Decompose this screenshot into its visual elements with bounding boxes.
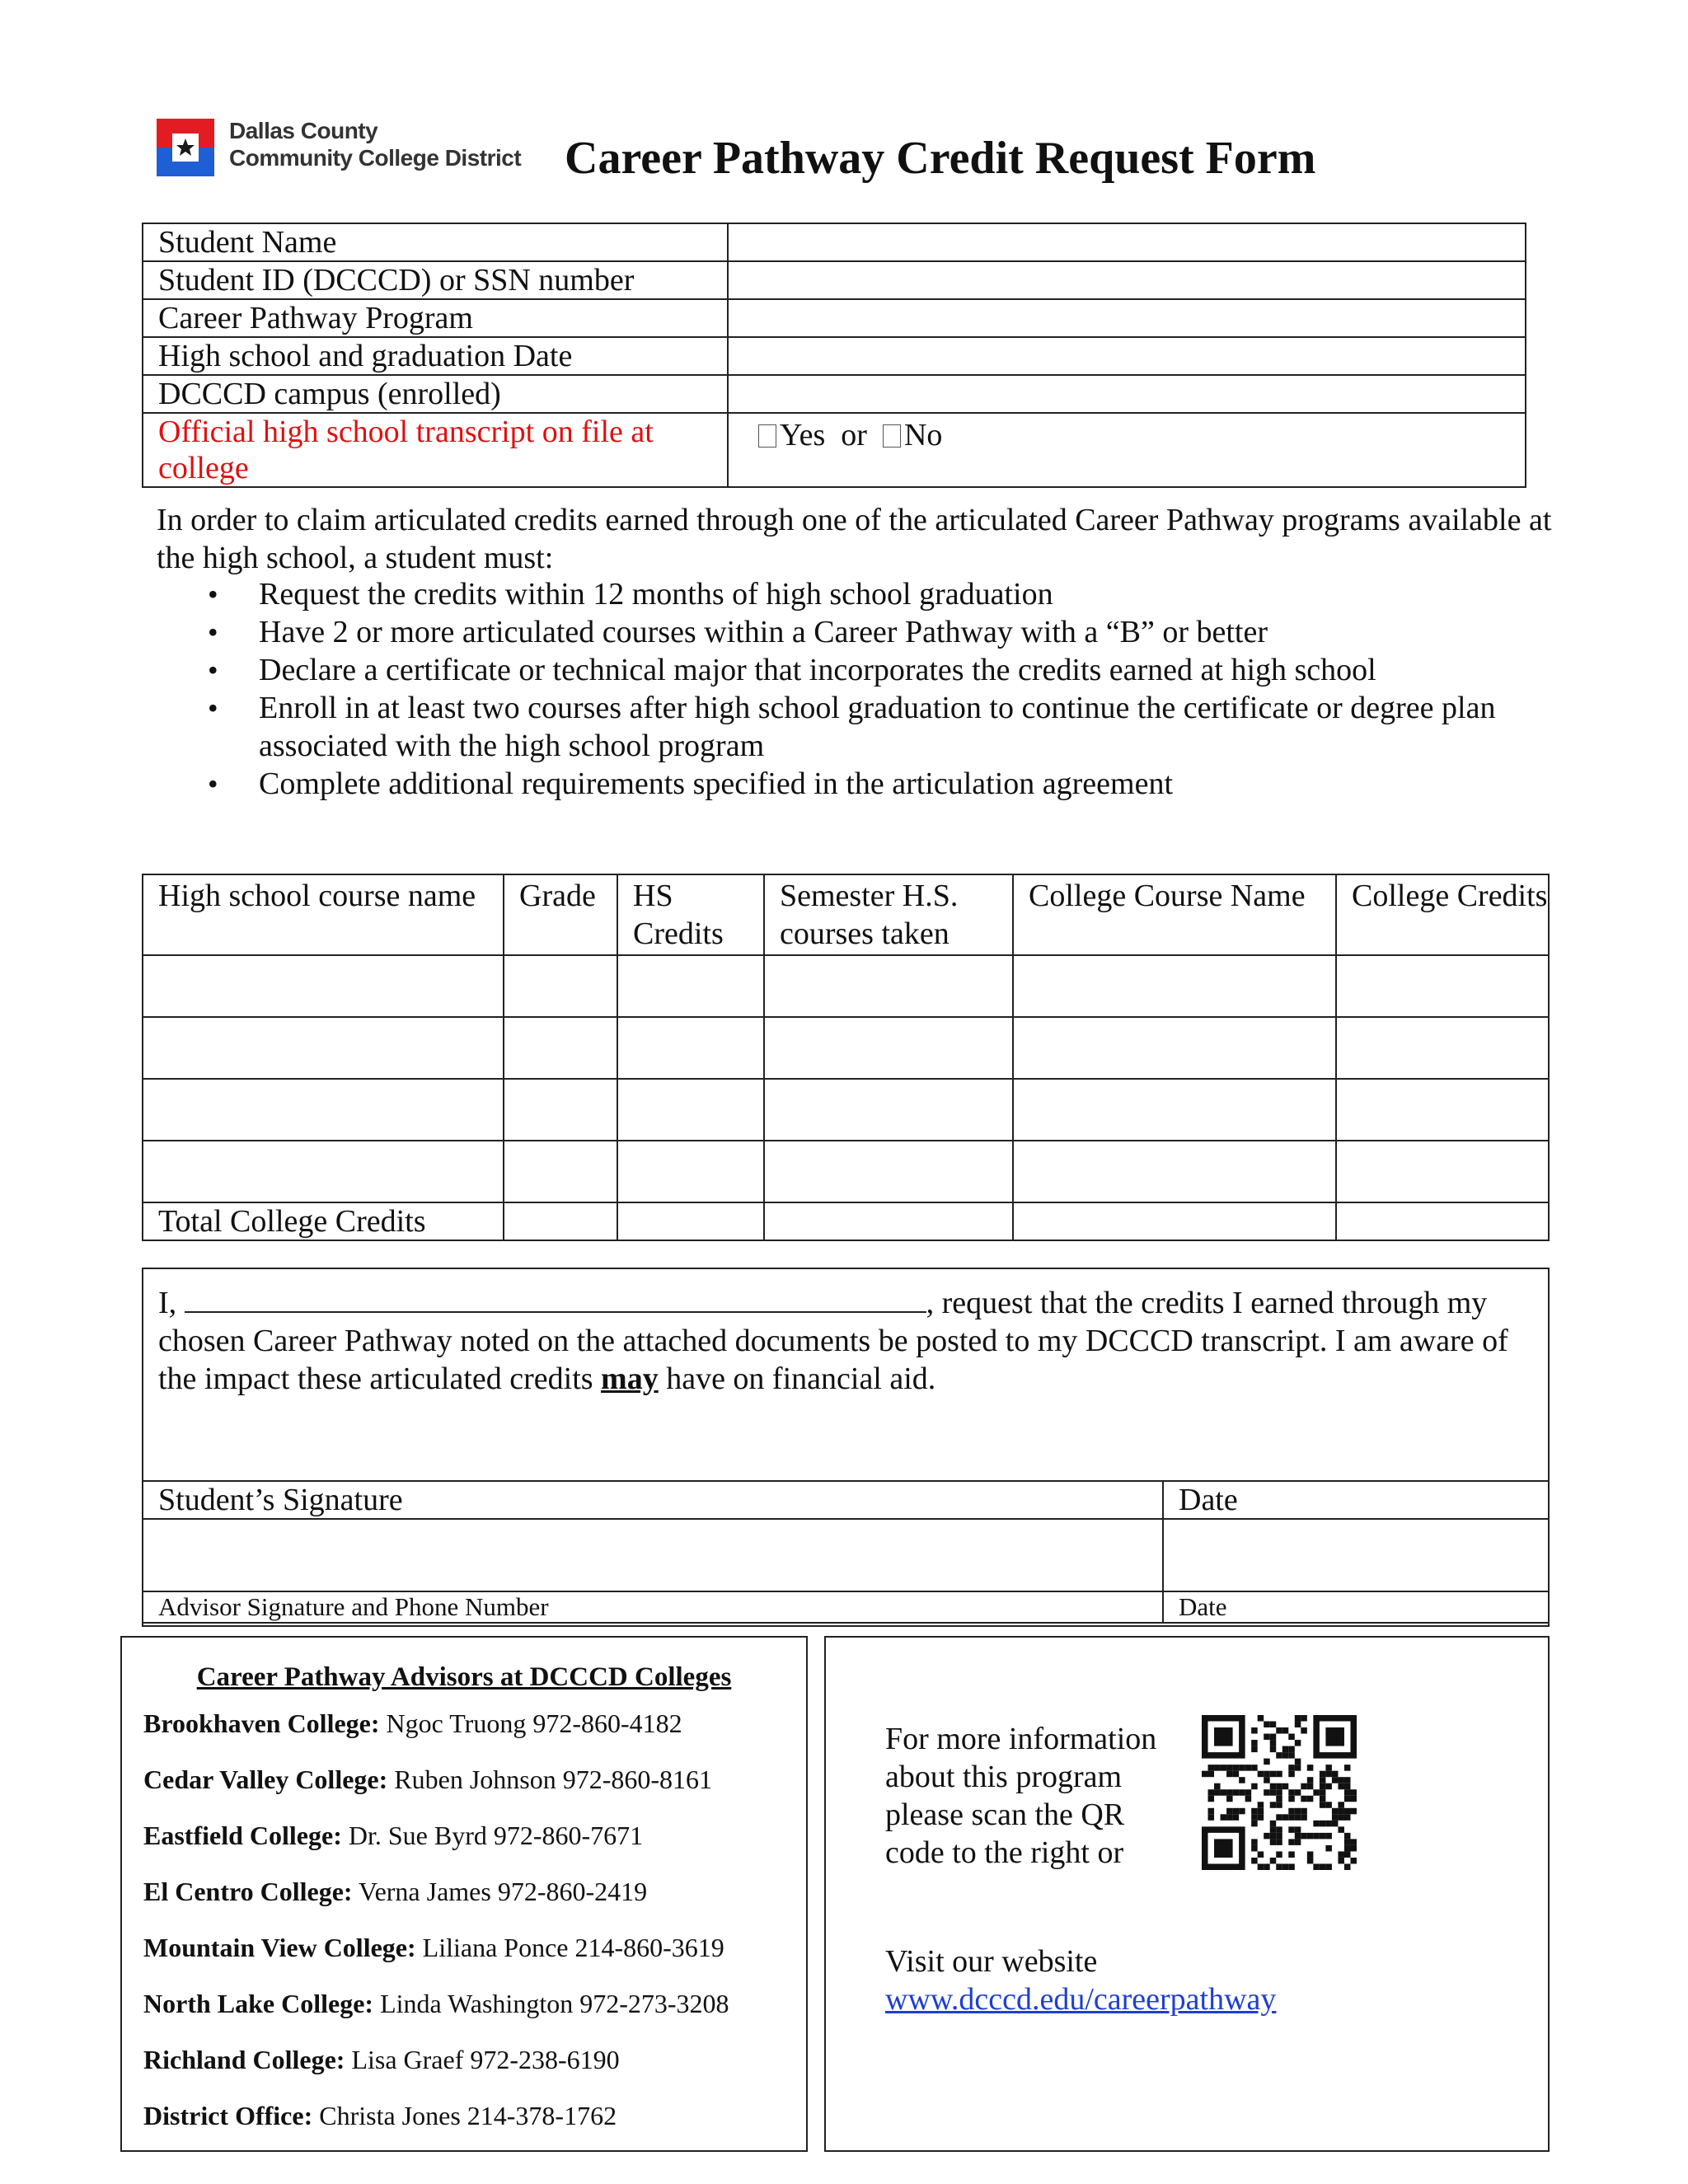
table-row: [143, 299, 1526, 337]
declaration-box: [142, 1268, 1550, 1627]
advisor-signature-label: Advisor Signature and Phone Number: [143, 1591, 1163, 1623]
table-cell[interactable]: [617, 1141, 764, 1202]
table-cell[interactable]: [1013, 1202, 1336, 1240]
transcript-choice: [728, 413, 1526, 487]
declaration-text: [158, 1284, 1535, 1398]
table-row: [143, 337, 1526, 375]
college-name: District Office:: [143, 2101, 313, 2130]
table-row: [143, 223, 1526, 261]
visit-label: Visit our website: [885, 1944, 1098, 1979]
table-cell[interactable]: [764, 1141, 1013, 1202]
table-row: [143, 1519, 1549, 1591]
page-title: Career Pathway Credit Request Form: [565, 133, 1316, 184]
career-pathway-field[interactable]: [728, 299, 1526, 337]
advisors-list: [143, 1707, 729, 2155]
signature-table: [142, 1480, 1550, 1624]
table-cell[interactable]: [617, 955, 764, 1017]
table-row: [143, 1017, 1549, 1079]
college-name: North Lake College:: [143, 1989, 374, 2018]
table-cell[interactable]: [617, 1017, 764, 1079]
student-date-field[interactable]: [1163, 1519, 1549, 1591]
advisor-contact: Verna James 972-860-2419: [359, 1877, 648, 1906]
high-school-field[interactable]: [728, 337, 1526, 375]
table-cell[interactable]: [1336, 1079, 1549, 1141]
declaration-body: , request that the credits I earned through my chosen Career Pathway noted on the attached documents be posted to my DCCCD transcript. I am aware of the impact these articulated credits: [158, 1286, 1508, 1396]
yes-checkbox[interactable]: [758, 424, 776, 448]
table-row: [143, 413, 1526, 487]
campus-label: DCCCD campus (enrolled): [143, 375, 728, 413]
advisor-contact: Ruben Johnson 972-860-8161: [394, 1765, 713, 1794]
table-row: [143, 1481, 1549, 1519]
advisor-contact: Lisa Graef 972-238-6190: [351, 2045, 620, 2074]
list-item: • Declare a certificate or technical major that incorporates the credits earned at high school: [206, 651, 1566, 689]
total-college-credits-field[interactable]: [1336, 1202, 1549, 1240]
table-cell[interactable]: [504, 1079, 617, 1141]
advisor-contact: Christa Jones 214-378-1762: [319, 2101, 617, 2130]
total-row: [143, 1202, 1549, 1240]
campus-field[interactable]: [728, 375, 1526, 413]
org-name-line1: Dallas County: [229, 118, 378, 143]
advisors-box: [120, 1636, 808, 2152]
table-cell[interactable]: [504, 1202, 617, 1240]
table-cell[interactable]: [143, 1141, 504, 1202]
student-name-label: Student Name: [143, 223, 728, 261]
advisor-contact: Dr. Sue Byrd 972-860-7671: [348, 1821, 644, 1850]
table-row: [143, 955, 1549, 1017]
yes-label: Yes: [780, 418, 826, 452]
list-item: [143, 1763, 729, 1819]
college-name: Richland College:: [143, 2045, 345, 2074]
career-pathway-label: Career Pathway Program: [143, 299, 728, 337]
table-header-row: [143, 874, 1549, 955]
list-item: [143, 2043, 729, 2099]
table-cell[interactable]: [143, 955, 504, 1017]
table-cell[interactable]: [504, 1017, 617, 1079]
transcript-label: Official high school transcript on file at college: [143, 413, 728, 487]
list-item: • Complete additional requirements specified in the articulation agreement: [206, 765, 1566, 803]
table-cell[interactable]: [617, 1202, 764, 1240]
college-name: El Centro College:: [143, 1877, 353, 1906]
student-signature-field[interactable]: [143, 1519, 1163, 1591]
table-cell[interactable]: [1013, 1079, 1336, 1141]
table-cell[interactable]: [764, 1017, 1013, 1079]
table-cell[interactable]: [617, 1079, 764, 1141]
requirements-intro: In order to claim articulated credits earned through one of the articulated Career Pathway programs available at the high school, a student must:: [157, 503, 1552, 575]
date-label: Date: [1163, 1481, 1549, 1519]
list-item: [143, 2099, 729, 2155]
list-item: • Enroll in at least two courses after high school graduation to continue the certificate or degree plan associated with the high school program: [206, 689, 1566, 765]
college-name: Brookhaven College:: [143, 1708, 380, 1738]
course-table: [142, 874, 1550, 1241]
college-name: Eastfield College:: [143, 1821, 342, 1850]
list-item: [143, 1875, 729, 1931]
declaration-prefix: I,: [158, 1286, 177, 1320]
table-cell[interactable]: [1336, 1141, 1549, 1202]
table-cell[interactable]: [504, 955, 617, 1017]
no-checkbox[interactable]: [883, 424, 901, 448]
table-row: [143, 1141, 1549, 1202]
table-cell[interactable]: [764, 1202, 1013, 1240]
college-name: Mountain View College:: [143, 1933, 416, 1962]
advisor-date-label: Date: [1163, 1591, 1549, 1623]
website-link[interactable]: www.dcccd.edu/careerpathway: [885, 1982, 1277, 2017]
visit-website: [885, 1943, 1276, 2018]
table-cell[interactable]: [143, 1079, 504, 1141]
list-item: • Request the credits within 12 months of high school graduation: [206, 575, 1566, 613]
col-semester: Semester H.S. courses taken: [764, 874, 1013, 955]
col-college-course: College Course Name: [1013, 874, 1336, 955]
more-info-text: For more information about this program please scan the QR code to the right or: [885, 1722, 1157, 1870]
table-cell[interactable]: [143, 1017, 504, 1079]
high-school-label: High school and graduation Date: [143, 337, 728, 375]
advisor-contact: Linda Washington 972-273-3208: [380, 1989, 729, 2018]
no-label: No: [903, 418, 943, 452]
declaration-emphasis: may: [601, 1361, 659, 1396]
table-row: [143, 1079, 1549, 1141]
table-cell[interactable]: [504, 1141, 617, 1202]
org-name-line2: Community College District: [229, 145, 522, 171]
student-info-table: [142, 223, 1526, 488]
table-cell[interactable]: [764, 1079, 1013, 1141]
or-label: or: [841, 418, 867, 452]
student-name-field[interactable]: [728, 223, 1526, 261]
table-row: [143, 261, 1526, 299]
qr-code-icon[interactable]: [1202, 1715, 1357, 1870]
col-grade: Grade: [504, 874, 617, 955]
advisor-contact: Liliana Ponce 214-860-3619: [422, 1933, 724, 1962]
college-name: Cedar Valley College:: [143, 1765, 388, 1794]
declaration-end: have on financial aid.: [666, 1361, 936, 1396]
advisors-title: Career Pathway Advisors at DCCCD Colleges: [196, 1662, 732, 1692]
star-flag-logo-icon: [157, 119, 214, 176]
list-item: [143, 1819, 729, 1875]
table-cell[interactable]: [1013, 955, 1336, 1017]
list-item: • Have 2 or more articulated courses within a Career Pathway with a “B” or better: [206, 613, 1566, 651]
student-id-label: Student ID (DCCCD) or SSN number: [143, 261, 728, 299]
total-college-credits-label: Total College Credits: [143, 1202, 504, 1240]
table-cell[interactable]: [1336, 1017, 1549, 1079]
table-row: [143, 1591, 1549, 1623]
student-signature-label: Student’s Signature: [143, 1481, 1163, 1519]
table-cell[interactable]: [764, 955, 1013, 1017]
table-cell[interactable]: [1013, 1141, 1336, 1202]
list-item: [143, 1987, 729, 2043]
col-hs-course-name: High school course name: [143, 874, 504, 955]
more-info-box: [824, 1636, 1550, 2152]
table-cell[interactable]: [1336, 955, 1549, 1017]
student-name-blank[interactable]: [185, 1286, 926, 1313]
district-logo: [157, 115, 544, 181]
list-item: [143, 1931, 729, 1987]
requirements-list: [206, 575, 1566, 803]
advisor-contact: Ngoc Truong 972-860-4182: [386, 1708, 682, 1738]
table-row: [143, 375, 1526, 413]
col-college-credits: College Credits: [1336, 874, 1549, 955]
list-item: [143, 1707, 729, 1763]
table-cell[interactable]: [1013, 1017, 1336, 1079]
student-id-field[interactable]: [728, 261, 1526, 299]
col-hs-credits: HS Credits: [617, 874, 764, 955]
